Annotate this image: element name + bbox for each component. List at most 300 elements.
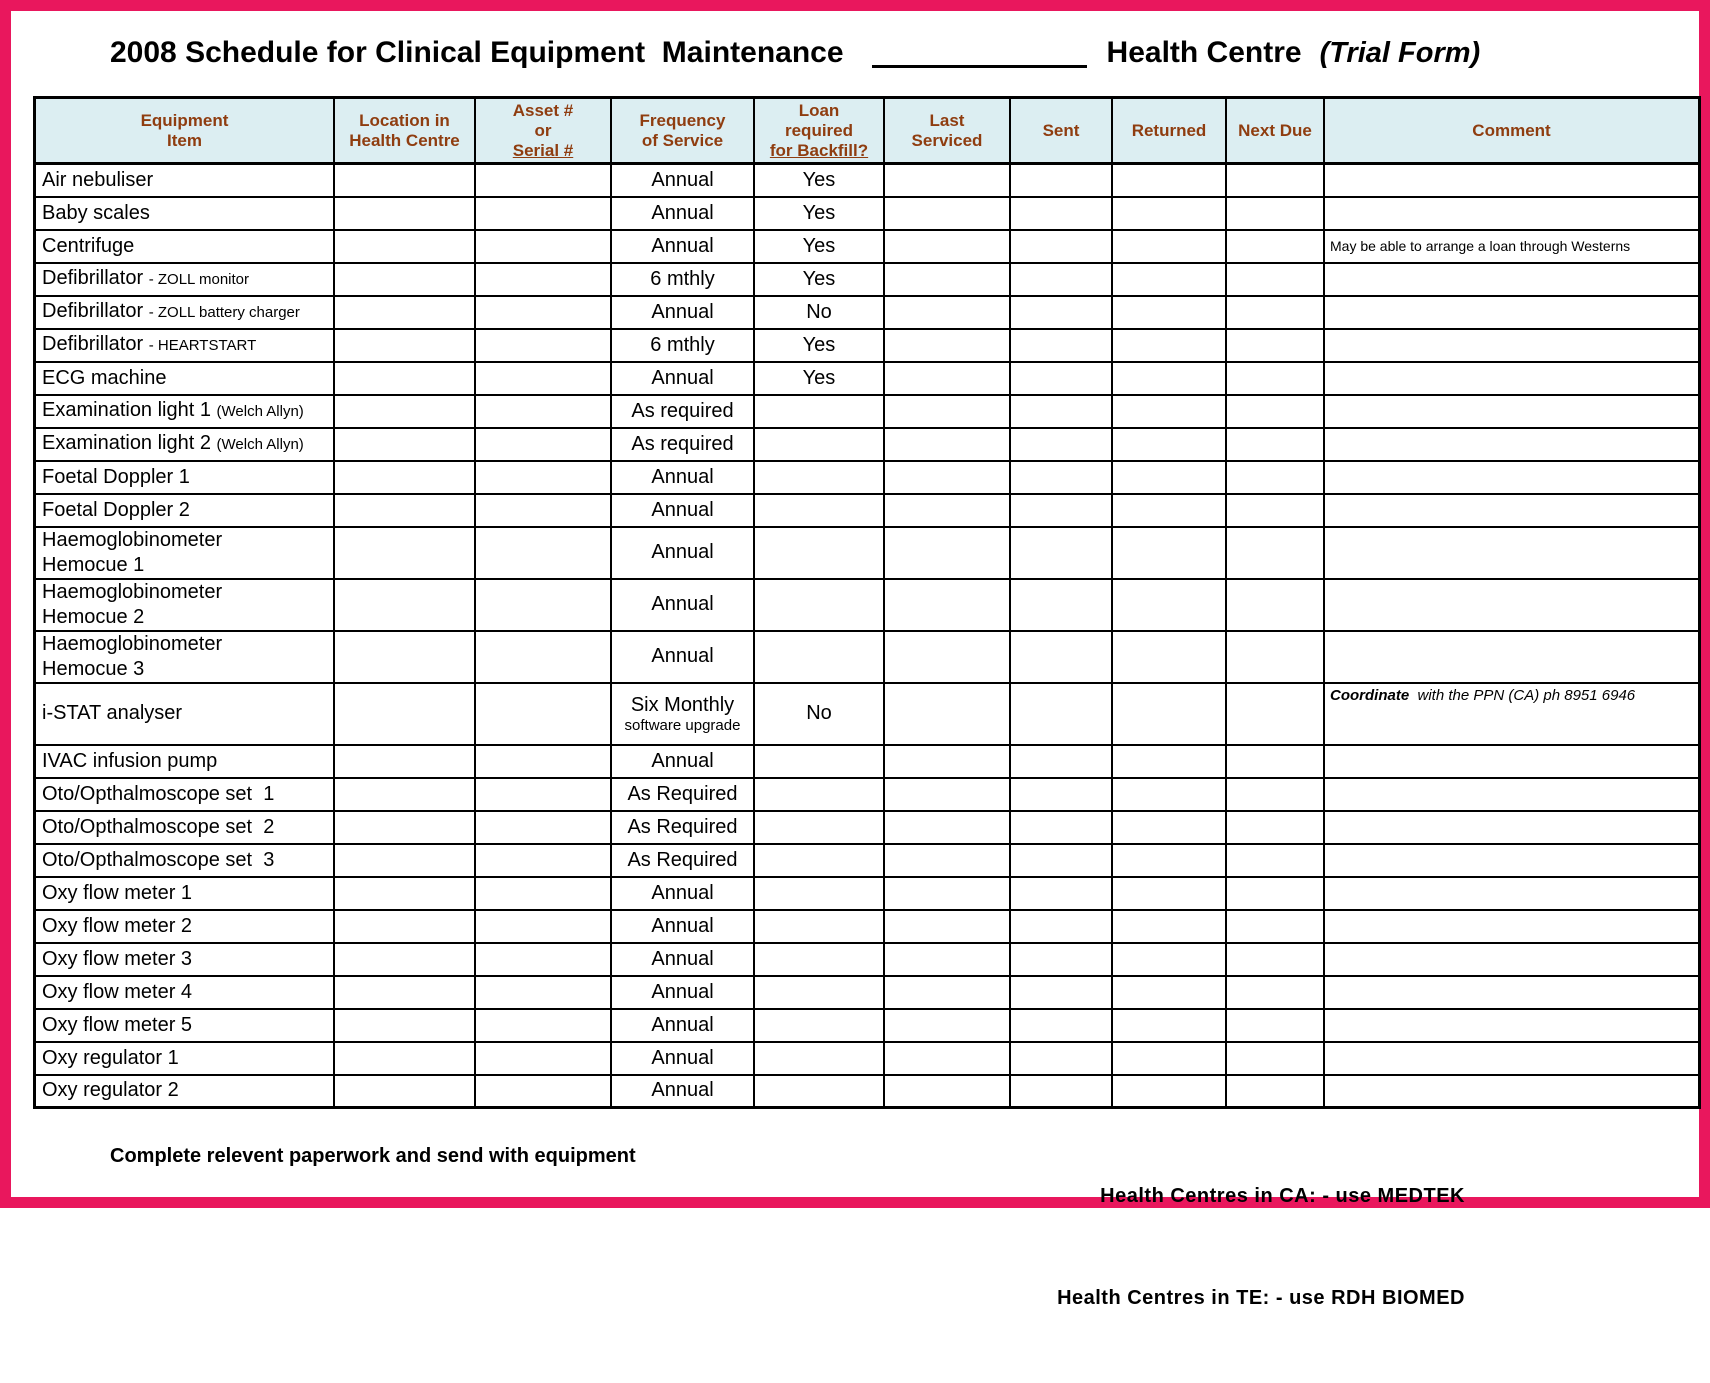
asset-serial-cell: [475, 164, 611, 197]
location-cell: [334, 683, 475, 745]
sent-cell: [1010, 877, 1112, 910]
equipment-cell: [35, 877, 335, 910]
location-cell: [334, 461, 475, 494]
column-header-3: [611, 98, 754, 164]
page-title: [110, 33, 1480, 70]
equipment-cell: [35, 683, 335, 745]
column-header-line: Item: [167, 130, 202, 150]
loan-required-cell: [754, 362, 884, 395]
returned-cell: [1112, 197, 1226, 230]
frequency-cell: [611, 976, 754, 1009]
frequency-value: Annual: [651, 168, 714, 191]
column-header-2: [475, 98, 611, 164]
asset-serial-cell: [475, 527, 611, 579]
sent-cell: [1010, 579, 1112, 631]
frequency-cell: [611, 631, 754, 683]
last-serviced-cell: [884, 811, 1010, 844]
returned-cell: [1112, 329, 1226, 362]
table-row: [35, 395, 1700, 428]
equipment-name-line2: Hemocue 3: [42, 657, 145, 680]
returned-cell: [1112, 164, 1226, 197]
equipment-name: Baby scales: [42, 201, 150, 224]
frequency-value: As required: [631, 399, 734, 422]
frequency-value: Annual: [651, 1046, 714, 1069]
equipment-cell: [35, 164, 335, 197]
next-due-cell: [1226, 197, 1324, 230]
equipment-name: Haemoglobinometer: [42, 528, 223, 551]
location-cell: [334, 329, 475, 362]
frequency-value: Annual: [651, 498, 714, 521]
sent-cell: [1010, 461, 1112, 494]
equipment-name: Oxy regulator 2: [42, 1079, 179, 1102]
table-row: [35, 943, 1700, 976]
equipment-cell: [35, 778, 335, 811]
next-due-cell: [1226, 778, 1324, 811]
equipment-name: Foetal Doppler 1: [42, 465, 190, 488]
equipment-name: Defibrillator: [42, 300, 144, 322]
frequency-value: Annual: [651, 541, 714, 563]
comment-cell: [1324, 943, 1700, 976]
loan-required-cell: [754, 428, 884, 461]
location-cell: [334, 943, 475, 976]
returned-cell: [1112, 296, 1226, 329]
table-row: [35, 976, 1700, 1009]
comment-cell: [1324, 395, 1700, 428]
location-cell: [334, 844, 475, 877]
frequency-cell: [611, 461, 754, 494]
table-header-row: [35, 98, 1700, 164]
equipment-name: Oxy flow meter 4: [42, 980, 193, 1003]
last-serviced-cell: [884, 631, 1010, 683]
title-main-text: 2008 Schedule for Clinical Equipment Maintenance: [110, 35, 844, 69]
table-row: [35, 164, 1700, 197]
equipment-name: Oxy flow meter 2: [42, 914, 193, 937]
title-note-text: (Trial Form): [1319, 36, 1481, 69]
sent-cell: [1010, 910, 1112, 943]
next-due-cell: [1226, 230, 1324, 263]
returned-cell: [1112, 976, 1226, 1009]
equipment-cell: [35, 296, 335, 329]
next-due-cell: [1226, 877, 1324, 910]
location-cell: [334, 494, 475, 527]
frequency-cell: [611, 197, 754, 230]
title-blank-line: [872, 33, 1087, 68]
frequency-cell: [611, 494, 754, 527]
column-header-line: Next Due: [1238, 120, 1312, 140]
loan-required-value: No: [806, 702, 832, 724]
table-header: [35, 98, 1700, 164]
title-suffix-text: Health Centre: [1106, 35, 1302, 69]
sent-cell: [1010, 778, 1112, 811]
comment-cell: [1324, 197, 1700, 230]
asset-serial-cell: [475, 910, 611, 943]
returned-cell: [1112, 263, 1226, 296]
last-serviced-cell: [884, 1009, 1010, 1042]
last-serviced-cell: [884, 494, 1010, 527]
column-header-5: [884, 98, 1010, 164]
frequency-cell: [611, 910, 754, 943]
sent-cell: [1010, 164, 1112, 197]
equipment-cell: [35, 844, 335, 877]
asset-serial-cell: [475, 329, 611, 362]
frequency-value: Annual: [651, 366, 714, 389]
column-header-line: Sent: [1042, 120, 1080, 140]
frequency-value: Annual: [651, 593, 714, 615]
last-serviced-cell: [884, 910, 1010, 943]
comment-cell: [1324, 1009, 1700, 1042]
next-due-cell: [1226, 910, 1324, 943]
asset-serial-cell: [475, 494, 611, 527]
returned-cell: [1112, 745, 1226, 778]
location-cell: [334, 976, 475, 1009]
asset-serial-cell: [475, 428, 611, 461]
returned-cell: [1112, 877, 1226, 910]
equipment-cell: [35, 395, 335, 428]
frequency-cell: [611, 1075, 754, 1108]
loan-required-cell: [754, 230, 884, 263]
column-header-line: Returned: [1131, 120, 1207, 140]
asset-serial-cell: [475, 631, 611, 683]
loan-required-cell: [754, 494, 884, 527]
footer-instruction: Complete relevent paperwork and send with equipment: [110, 1145, 636, 1167]
comment-text: May be able to arrange a loan through Westerns: [1330, 238, 1631, 254]
returned-cell: [1112, 395, 1226, 428]
equipment-name-line2: Hemocue 2: [42, 605, 145, 628]
location-cell: [334, 428, 475, 461]
column-header-line: Frequency: [639, 110, 726, 130]
loan-required-cell: [754, 263, 884, 296]
column-header-4: [754, 98, 884, 164]
last-serviced-cell: [884, 263, 1010, 296]
last-serviced-cell: [884, 461, 1010, 494]
loan-required-cell: [754, 164, 884, 197]
returned-cell: [1112, 579, 1226, 631]
column-header-6: [1010, 98, 1112, 164]
frequency-value: Annual: [651, 914, 714, 937]
frequency-value: Annual: [651, 881, 714, 904]
comment-cell: [1324, 910, 1700, 943]
returned-cell: [1112, 1075, 1226, 1108]
asset-serial-cell: [475, 683, 611, 745]
last-serviced-cell: [884, 329, 1010, 362]
sent-cell: [1010, 1042, 1112, 1075]
asset-serial-cell: [475, 745, 611, 778]
column-header-line: Serial #: [512, 140, 574, 160]
next-due-cell: [1226, 683, 1324, 745]
asset-serial-cell: [475, 579, 611, 631]
equipment-name: Centrifuge: [42, 234, 135, 257]
returned-cell: [1112, 1009, 1226, 1042]
frequency-value: 6 mthly: [650, 333, 715, 356]
equipment-name: Oxy flow meter 1: [42, 881, 193, 904]
sent-cell: [1010, 428, 1112, 461]
returned-cell: [1112, 844, 1226, 877]
equipment-subname: (Welch Allyn): [216, 403, 304, 420]
returned-cell: [1112, 631, 1226, 683]
loan-required-cell: [754, 579, 884, 631]
column-header-line: Health Centre: [349, 130, 460, 150]
last-serviced-cell: [884, 197, 1010, 230]
loan-required-cell: [754, 329, 884, 362]
frequency-note: software upgrade: [624, 716, 741, 734]
sent-cell: [1010, 296, 1112, 329]
asset-serial-cell: [475, 811, 611, 844]
loan-required-cell: [754, 844, 884, 877]
equipment-cell: [35, 263, 335, 296]
comment-cell: [1324, 494, 1700, 527]
table-row: [35, 844, 1700, 877]
location-cell: [334, 527, 475, 579]
frequency-value: Annual: [651, 201, 714, 224]
table-row: [35, 197, 1700, 230]
column-header-0: [35, 98, 335, 164]
frequency-cell: [611, 943, 754, 976]
comment-cell: [1324, 329, 1700, 362]
equipment-cell: [35, 461, 335, 494]
loan-required-cell: [754, 745, 884, 778]
last-serviced-cell: [884, 230, 1010, 263]
column-header-7: [1112, 98, 1226, 164]
frequency-cell: [611, 362, 754, 395]
last-serviced-cell: [884, 943, 1010, 976]
comment-cell: [1324, 579, 1700, 631]
loan-required-cell: [754, 778, 884, 811]
last-serviced-cell: [884, 296, 1010, 329]
equipment-cell: [35, 329, 335, 362]
last-serviced-cell: [884, 1042, 1010, 1075]
location-cell: [334, 877, 475, 910]
next-due-cell: [1226, 296, 1324, 329]
last-serviced-cell: [884, 683, 1010, 745]
equipment-cell: [35, 362, 335, 395]
comment-cell: [1324, 230, 1700, 263]
next-due-cell: [1226, 1042, 1324, 1075]
equipment-cell: [35, 811, 335, 844]
sent-cell: [1010, 811, 1112, 844]
location-cell: [334, 230, 475, 263]
location-cell: [334, 1042, 475, 1075]
table-row: [35, 1042, 1700, 1075]
last-serviced-cell: [884, 778, 1010, 811]
returned-cell: [1112, 527, 1226, 579]
table-row: [35, 778, 1700, 811]
equipment-subname: - HEARTSTART: [148, 337, 257, 354]
loan-required-value: Yes: [802, 366, 836, 389]
equipment-name: Examination light 2: [42, 432, 211, 454]
loan-required-cell: [754, 197, 884, 230]
table-row: [35, 329, 1700, 362]
asset-serial-cell: [475, 1075, 611, 1108]
returned-cell: [1112, 494, 1226, 527]
next-due-cell: [1226, 461, 1324, 494]
asset-serial-cell: [475, 263, 611, 296]
table-body: [35, 164, 1700, 1108]
equipment-name: Oto/Opthalmoscope set 2: [42, 815, 275, 838]
equipment-subname: - ZOLL monitor: [148, 271, 250, 288]
column-header-1: [334, 98, 475, 164]
loan-required-cell: [754, 976, 884, 1009]
loan-required-cell: [754, 683, 884, 745]
equipment-cell: [35, 1075, 335, 1108]
frequency-cell: [611, 1042, 754, 1075]
sent-cell: [1010, 976, 1112, 1009]
comment-cell: [1324, 877, 1700, 910]
returned-cell: [1112, 683, 1226, 745]
next-due-cell: [1226, 943, 1324, 976]
sent-cell: [1010, 527, 1112, 579]
table-row: [35, 877, 1700, 910]
next-due-cell: [1226, 527, 1324, 579]
equipment-name: ECG machine: [42, 366, 167, 389]
table-row: [35, 494, 1700, 527]
frequency-cell: [611, 1009, 754, 1042]
column-header-line: required: [784, 120, 854, 140]
frequency-value: As Required: [627, 815, 738, 838]
location-cell: [334, 1009, 475, 1042]
sent-cell: [1010, 329, 1112, 362]
comment-cell: [1324, 745, 1700, 778]
asset-serial-cell: [475, 877, 611, 910]
equipment-cell: [35, 197, 335, 230]
frequency-value: As Required: [627, 782, 738, 805]
equipment-cell: [35, 943, 335, 976]
frequency-cell: [611, 164, 754, 197]
next-due-cell: [1226, 428, 1324, 461]
frequency-value: Six Monthly: [630, 693, 735, 716]
equipment-name: Air nebuliser: [42, 168, 154, 191]
asset-serial-cell: [475, 976, 611, 1009]
next-due-cell: [1226, 395, 1324, 428]
frequency-cell: [611, 527, 754, 579]
frequency-cell: [611, 395, 754, 428]
table-row: [35, 1009, 1700, 1042]
sent-cell: [1010, 395, 1112, 428]
frequency-value: Annual: [651, 465, 714, 488]
sent-cell: [1010, 197, 1112, 230]
frequency-cell: [611, 778, 754, 811]
next-due-cell: [1226, 329, 1324, 362]
loan-required-cell: [754, 910, 884, 943]
equipment-name: Oxy flow meter 5: [42, 1013, 193, 1036]
equipment-subname: (Welch Allyn): [216, 436, 304, 453]
footer-provider-notes: [1057, 1111, 1465, 1383]
equipment-name: Defibrillator: [42, 267, 144, 289]
table-row: [35, 910, 1700, 943]
comment-cell: [1324, 683, 1700, 745]
returned-cell: [1112, 778, 1226, 811]
next-due-cell: [1226, 976, 1324, 1009]
next-due-cell: [1226, 1009, 1324, 1042]
equipment-name: Defibrillator: [42, 333, 144, 355]
loan-required-cell: [754, 395, 884, 428]
footer-note-ca: Health Centres in CA: - use MEDTEK: [1100, 1185, 1465, 1207]
frequency-cell: [611, 844, 754, 877]
equipment-cell: [35, 1042, 335, 1075]
frequency-cell: [611, 683, 754, 745]
returned-cell: [1112, 428, 1226, 461]
equipment-name: Oto/Opthalmoscope set 1: [42, 782, 275, 805]
last-serviced-cell: [884, 395, 1010, 428]
frequency-value: Annual: [651, 300, 714, 323]
sent-cell: [1010, 844, 1112, 877]
comment-cell: [1324, 811, 1700, 844]
equipment-maintenance-table: [33, 96, 1701, 1109]
frequency-value: As required: [631, 432, 734, 455]
frequency-cell: [611, 230, 754, 263]
equipment-subname: - ZOLL battery charger: [148, 304, 300, 321]
sent-cell: [1010, 362, 1112, 395]
table-row: [35, 579, 1700, 631]
comment-cell: [1324, 844, 1700, 877]
loan-required-cell: [754, 527, 884, 579]
location-cell: [334, 579, 475, 631]
comment-cell: [1324, 164, 1700, 197]
frequency-value: 6 mthly: [650, 267, 715, 290]
table-row: [35, 296, 1700, 329]
loan-required-value: No: [806, 300, 832, 323]
next-due-cell: [1226, 631, 1324, 683]
last-serviced-cell: [884, 362, 1010, 395]
table-row: [35, 362, 1700, 395]
next-due-cell: [1226, 164, 1324, 197]
column-header-line: Asset #: [512, 100, 574, 120]
equipment-name: Oxy regulator 1: [42, 1046, 179, 1069]
last-serviced-cell: [884, 527, 1010, 579]
returned-cell: [1112, 811, 1226, 844]
location-cell: [334, 778, 475, 811]
loan-required-value: Yes: [802, 201, 836, 224]
column-header-line: Serviced: [911, 130, 983, 150]
location-cell: [334, 395, 475, 428]
footer-note-te: Health Centres in TE: - use RDH BIOMED: [1057, 1287, 1465, 1309]
equipment-name: IVAC infusion pump: [42, 749, 218, 772]
sent-cell: [1010, 263, 1112, 296]
location-cell: [334, 296, 475, 329]
comment-cell: [1324, 778, 1700, 811]
table-row: [35, 263, 1700, 296]
frequency-cell: [611, 877, 754, 910]
loan-required-cell: [754, 631, 884, 683]
last-serviced-cell: [884, 1075, 1010, 1108]
loan-required-value: Yes: [802, 234, 836, 257]
equipment-cell: [35, 745, 335, 778]
sent-cell: [1010, 1009, 1112, 1042]
comment-cell: [1324, 461, 1700, 494]
equipment-cell: [35, 579, 335, 631]
comment-cell: [1324, 1075, 1700, 1108]
equipment-name-line2: Hemocue 1: [42, 553, 145, 576]
comment-cell: [1324, 527, 1700, 579]
frequency-cell: [611, 296, 754, 329]
equipment-cell: [35, 494, 335, 527]
frequency-value: Annual: [651, 1079, 714, 1102]
frequency-value: Annual: [651, 749, 714, 772]
last-serviced-cell: [884, 745, 1010, 778]
location-cell: [334, 1075, 475, 1108]
comment-cell: [1324, 296, 1700, 329]
last-serviced-cell: [884, 844, 1010, 877]
last-serviced-cell: [884, 976, 1010, 1009]
location-cell: [334, 631, 475, 683]
frequency-value: As Required: [627, 848, 738, 871]
table-row: [35, 461, 1700, 494]
comment-cell: [1324, 362, 1700, 395]
equipment-name: Oxy flow meter 3: [42, 947, 193, 970]
location-cell: [334, 910, 475, 943]
loan-required-value: Yes: [802, 168, 836, 191]
next-due-cell: [1226, 811, 1324, 844]
loan-required-cell: [754, 943, 884, 976]
